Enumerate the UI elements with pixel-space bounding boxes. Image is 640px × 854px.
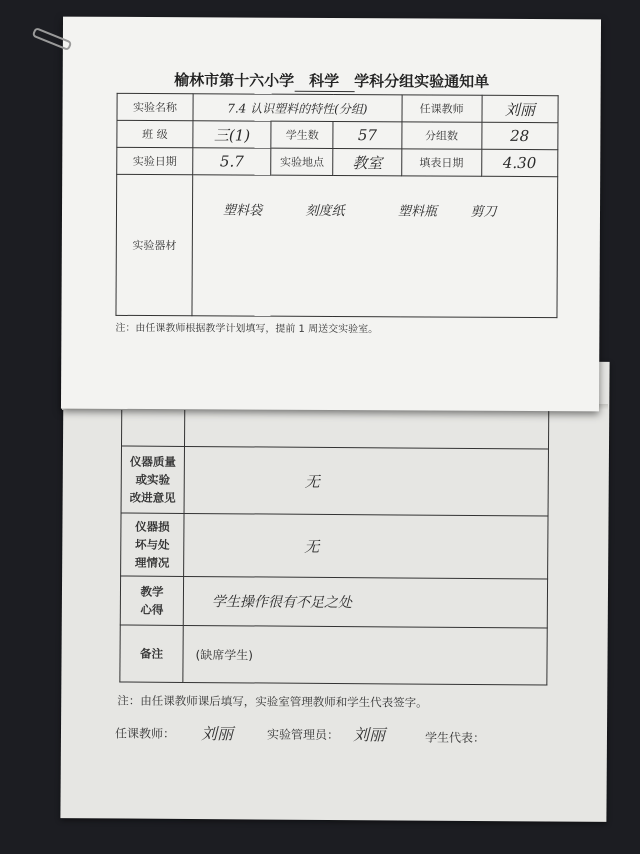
damage-label: 仪器损 坏与处 理情况	[121, 513, 184, 576]
admin-sign-label: 实验管理员：	[266, 727, 340, 743]
title-suffix: 学科分组实验通知单	[354, 72, 490, 91]
table-row	[122, 405, 549, 449]
date-value: 5.7	[193, 148, 271, 175]
table-row	[121, 513, 548, 579]
teacher-sign-label: 任课教师：	[114, 726, 176, 741]
table-row	[117, 147, 558, 176]
admin-sign-value: 刘丽	[352, 725, 386, 745]
date-label: 实验日期	[117, 147, 193, 174]
remarks-label: 备注	[120, 625, 183, 682]
notice-sheet	[61, 17, 601, 412]
fill-date-value: 4.30	[481, 149, 558, 176]
teacher-value: 刘丽	[482, 95, 559, 122]
teacher-label: 任课教师	[402, 95, 482, 122]
teacher-sign-value: 刘丽	[200, 724, 234, 744]
table-row	[120, 625, 547, 685]
damage-value: 无	[184, 513, 548, 579]
class-value: 三(1)	[193, 121, 271, 148]
equipment-cell	[192, 175, 558, 318]
fill-date-label: 填表日期	[401, 149, 481, 176]
record-footnote: 注：由任课教师课后填写，实验室管理教师和学生代表签字。	[117, 693, 428, 710]
equipment-label: 实验器材	[116, 174, 193, 315]
table-row	[121, 446, 548, 516]
notice-footnote: 注：由任课教师根据教学计划填写，提前 1 周送交实验室。	[115, 322, 379, 336]
equipment-item: 剪刀	[470, 204, 497, 220]
table-row	[117, 93, 558, 122]
table-row	[117, 120, 558, 149]
reflection-label: 教学 心得	[120, 576, 183, 625]
quality-value: 无	[184, 446, 548, 516]
table-row	[116, 174, 558, 317]
notice-table	[115, 93, 558, 318]
title-prefix: 榆林市第十六小学	[174, 71, 295, 90]
students-value: 57	[333, 122, 401, 149]
page-title	[63, 69, 601, 94]
equipment-item: 塑料袋	[222, 203, 263, 219]
reflection-value: 学生操作很有不足之处	[183, 576, 547, 628]
class-label: 班 级	[117, 120, 193, 147]
student-sign-label: 学生代表：	[424, 730, 486, 746]
record-table	[119, 405, 549, 686]
equipment-item: 塑料瓶	[398, 204, 438, 220]
table-row	[120, 576, 547, 628]
place-label: 实验地点	[271, 148, 333, 175]
equipment-item: 刻度纸	[305, 203, 345, 220]
students-label: 学生数	[271, 121, 333, 148]
groups-label: 分组数	[401, 122, 481, 149]
groups-value: 28	[481, 122, 558, 149]
record-sheet	[60, 358, 609, 822]
experiment-name-label: 实验名称	[117, 93, 193, 120]
subject-value: 科学	[294, 70, 354, 92]
place-value: 教室	[333, 149, 401, 176]
remarks-value: (缺席学生)	[183, 625, 547, 685]
quality-label: 仪器质量 或实验 改进意见	[121, 446, 184, 513]
experiment-name-value: 7.4 认识塑料的特性(分组)	[193, 94, 402, 122]
